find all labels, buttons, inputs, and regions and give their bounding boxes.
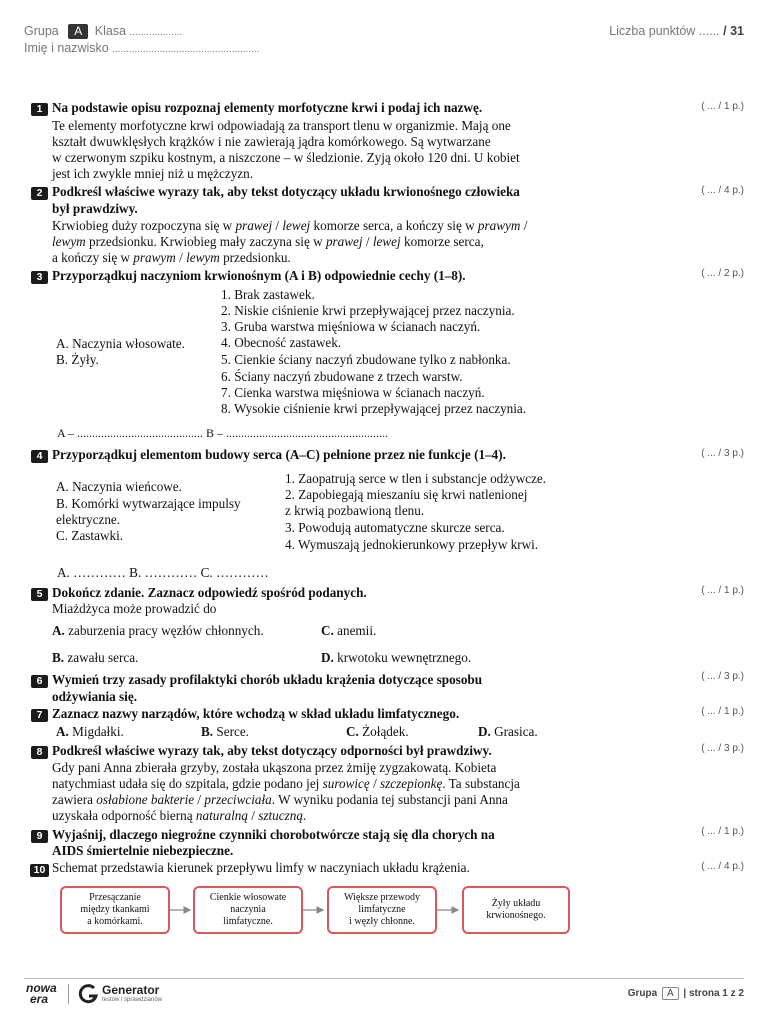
points-box: ( ... / 1 p.) [701, 706, 744, 717]
text-line: Te elementy morfotyczne krwi odpowiadają za transport tlenu w organizmie. Mają one [52, 118, 511, 133]
heart-element: A. Naczynia wieńcowe. [56, 479, 182, 494]
generator-title: Generator [102, 983, 160, 997]
points-box: ( ... / 1 p.) [701, 585, 744, 596]
flow-arrows [0, 900, 768, 920]
question-title: Podkreśl właściwe wyrazy tak, aby tekst dotyczący układu krwionośnego człowieka [52, 184, 520, 199]
question-title: odżywiania się. [52, 689, 137, 704]
feature-item: 6. Ściany naczyń zbudowane z trzech warstw. [221, 369, 463, 384]
group-field: Grupa A Klasa ................... [24, 24, 183, 38]
word-option[interactable]: prawej [235, 218, 273, 233]
question-number: 8 [31, 746, 48, 759]
question-title: Wyjaśnij, dlaczego niegroźne czynniki chorobotwórcze stają się dla chorych na [52, 827, 495, 842]
feature-item: 3. Gruba warstwa mięśniowa w ścianach naczyń. [221, 319, 481, 334]
word-option[interactable]: sztuczną [258, 808, 303, 823]
question-title: Wymień trzy zasady profilaktyki chorób układu krążenia dotyczące sposobu [52, 672, 483, 687]
points-box: ( ... / 3 p.) [701, 671, 744, 682]
word-option[interactable]: naturalną [195, 808, 248, 823]
answer-option[interactable]: B. Serce. [201, 724, 249, 739]
question-title: Dokończ zdanie. Zaznacz odpowiedź spośród podanych. [52, 585, 367, 600]
text-line: w czerwonym szpiku kostnym, a niszczone – w śledzionie. Zyją około 120 dni. U kobiet [52, 150, 520, 165]
word-option[interactable]: szczepionkę [380, 776, 443, 791]
page-indicator: Grupa A | strona 1 z 2 [627, 988, 744, 999]
question-title: Podkreśl właściwe wyrazy tak, aby tekst dotyczący odporności był prawdziwy. [52, 743, 492, 758]
answer-line[interactable]: A. ………… B. ………… C. ………… [57, 565, 269, 580]
word-option[interactable]: surowicę [322, 776, 370, 791]
word-option[interactable]: lewej [372, 234, 401, 249]
text-line: a kończy się w prawym / lewym przedsionku. [52, 250, 291, 265]
question-title: AIDS śmiertelnie niebezpieczne. [52, 843, 234, 858]
heart-element: C. Zastawki. [56, 528, 124, 543]
question-title: Na podstawie opisu rozpoznaj elementy morfotyczne krwi i podaj ich nazwę. [52, 100, 483, 115]
word-option[interactable]: prawym [133, 250, 176, 265]
feature-item: 8. Wysokie ciśnienie krwi przepływającej przez naczynia. [221, 401, 527, 416]
function-item: 2. Zapobiegają mieszaniu się krwi natlenionej [285, 487, 528, 502]
text-line: Gdy pani Anna zbierała grzyby, została ukąszona przez żmiję zygzakowatą. Kobieta [52, 760, 497, 775]
question-title: Przyporządkuj naczyniom krwionośnym (A i B) odpowiednie cechy (1–8). [52, 268, 466, 283]
text-line: lewym przedsionku. Krwiobieg mały zaczyna się w prawej / lewej komorze serca, [52, 234, 484, 249]
points-box: ( ... / 1 p.) [701, 101, 744, 112]
generator-subtitle: testów i sprawdzianów [102, 997, 163, 1003]
word-option[interactable]: lewym [186, 250, 220, 265]
points-box: ( ... / 2 p.) [701, 268, 744, 279]
group-badge: A [68, 24, 88, 39]
answer-option[interactable]: C. Żołądek. [346, 724, 409, 739]
points-box: ( ... / 3 p.) [701, 448, 744, 459]
question-stem: Miażdżyca może prowadzić do [52, 601, 217, 616]
question-number: 7 [31, 709, 48, 722]
feature-item: 4. Obecność zastawek. [221, 335, 342, 350]
answer-option[interactable]: C. anemii. [321, 623, 377, 638]
question-text: Schemat przedstawia kierunek przepływu limfy w naczyniach układu krążenia. [52, 860, 470, 875]
points-box: ( ... / 3 p.) [701, 743, 744, 754]
answer-option[interactable]: D. krwotoku wewnętrznego. [321, 650, 472, 665]
word-option[interactable]: prawej [325, 234, 363, 249]
function-item: 4. Wymuszają jednokierunkowy przepływ krwi. [285, 537, 539, 552]
question-title: Zaznacz nazwy narządów, które wchodzą w skład układu limfatycznego. [52, 706, 460, 721]
question-number: 4 [31, 450, 48, 463]
flow-step-3: Większe przewody limfatyczne i węzły chłonne. [327, 886, 437, 934]
feature-item: 7. Cienka warstwa mięśniowa w ścianach naczyń. [221, 385, 485, 400]
text-line: Krwiobieg duży rozpoczyna się w prawej / lewej komorze serca, a kończy się w prawym / [52, 218, 528, 233]
heart-element: elektryczne. [56, 512, 121, 527]
word-option[interactable]: lewym [52, 234, 86, 249]
answer-line[interactable]: A – .......................................... B – ...................................................... [57, 426, 389, 440]
points-box: ( ... / 1 p.) [701, 826, 744, 837]
text-line: uzyskała odporność bierną naturalną / sztuczną. [52, 808, 307, 823]
generator-icon [77, 983, 99, 1005]
flow-step-4: Żyły układu krwionośnego. [462, 886, 570, 934]
question-title: Przyporządkuj elementom budowy serca (A–C) pełnione przez nie funkcje (1–4). [52, 447, 506, 462]
text-line: natychmiast udała się do szpitala, gdzie podano jej surowicę / szczepionkę. Ta substancja [52, 776, 520, 791]
answer-option[interactable]: A. Migdałki. [56, 724, 124, 739]
question-number: 9 [31, 830, 48, 843]
feature-item: 1. Brak zastawek. [221, 287, 315, 302]
answer-option[interactable]: D. Grasica. [478, 724, 538, 739]
question-number: 10 [30, 864, 49, 877]
vessel-option: A. Naczynia włosowate. [56, 336, 185, 351]
vessel-option: B. Żyły. [56, 352, 99, 367]
function-item: 3. Powodują automatyczne skurcze serca. [285, 520, 505, 535]
feature-item: 5. Cienkie ściany naczyń zbudowane tylko z nabłonka. [221, 352, 511, 367]
points-box: ( ... / 4 p.) [701, 185, 744, 196]
text-line: kształt dwuwklęsłych krążków i nie zawierają jądra komórkowego. Są wytwarzane [52, 134, 491, 149]
text-line: zawiera osłabione bakterie / przeciwciała. W wyniku podania tej substancji pani Anna [52, 792, 508, 807]
question-number: 3 [31, 271, 48, 284]
question-number: 6 [31, 675, 48, 688]
text-line: jest ich zwykle mniej niż u mężczyzn. [52, 166, 254, 181]
question-title: był prawdziwy. [52, 201, 138, 216]
function-item: 1. Zaopatrują serce w tlen i substancje odżywcze. [285, 471, 547, 486]
question-number: 2 [31, 187, 48, 200]
function-item: z krwią pozbawioną tlenu. [285, 503, 425, 518]
points-box: ( ... / 4 p.) [701, 861, 744, 872]
word-option[interactable]: lewej [282, 218, 311, 233]
answer-option[interactable]: B. zawału serca. [52, 650, 139, 665]
answer-option[interactable]: A. zaburzenia pracy węzłów chłonnych. [52, 623, 264, 638]
logo-divider [68, 984, 69, 1004]
flow-step-2: Cienkie włosowate naczynia limfatyczne. [193, 886, 303, 934]
question-number: 5 [31, 588, 48, 601]
word-option[interactable]: przeciwciała [204, 792, 272, 807]
publisher-logo: nowa era [26, 981, 57, 1006]
name-field: Imię i nazwisko ..................................................... [24, 41, 260, 55]
heart-element: B. Komórki wytwarzające impulsy [56, 496, 241, 511]
group-badge: A [662, 987, 679, 1000]
points-field: Liczba punktów ...... / 31 [609, 24, 744, 38]
flow-step-1: Przesączanie między tkankami a komórkami. [60, 886, 170, 934]
word-option[interactable]: prawym [477, 218, 521, 233]
question-number: 1 [31, 103, 48, 116]
feature-item: 2. Niskie ciśnienie krwi przepływającej przez naczynia. [221, 303, 515, 318]
footer-divider [24, 978, 744, 979]
word-option[interactable]: osłabione bakterie [96, 792, 195, 807]
